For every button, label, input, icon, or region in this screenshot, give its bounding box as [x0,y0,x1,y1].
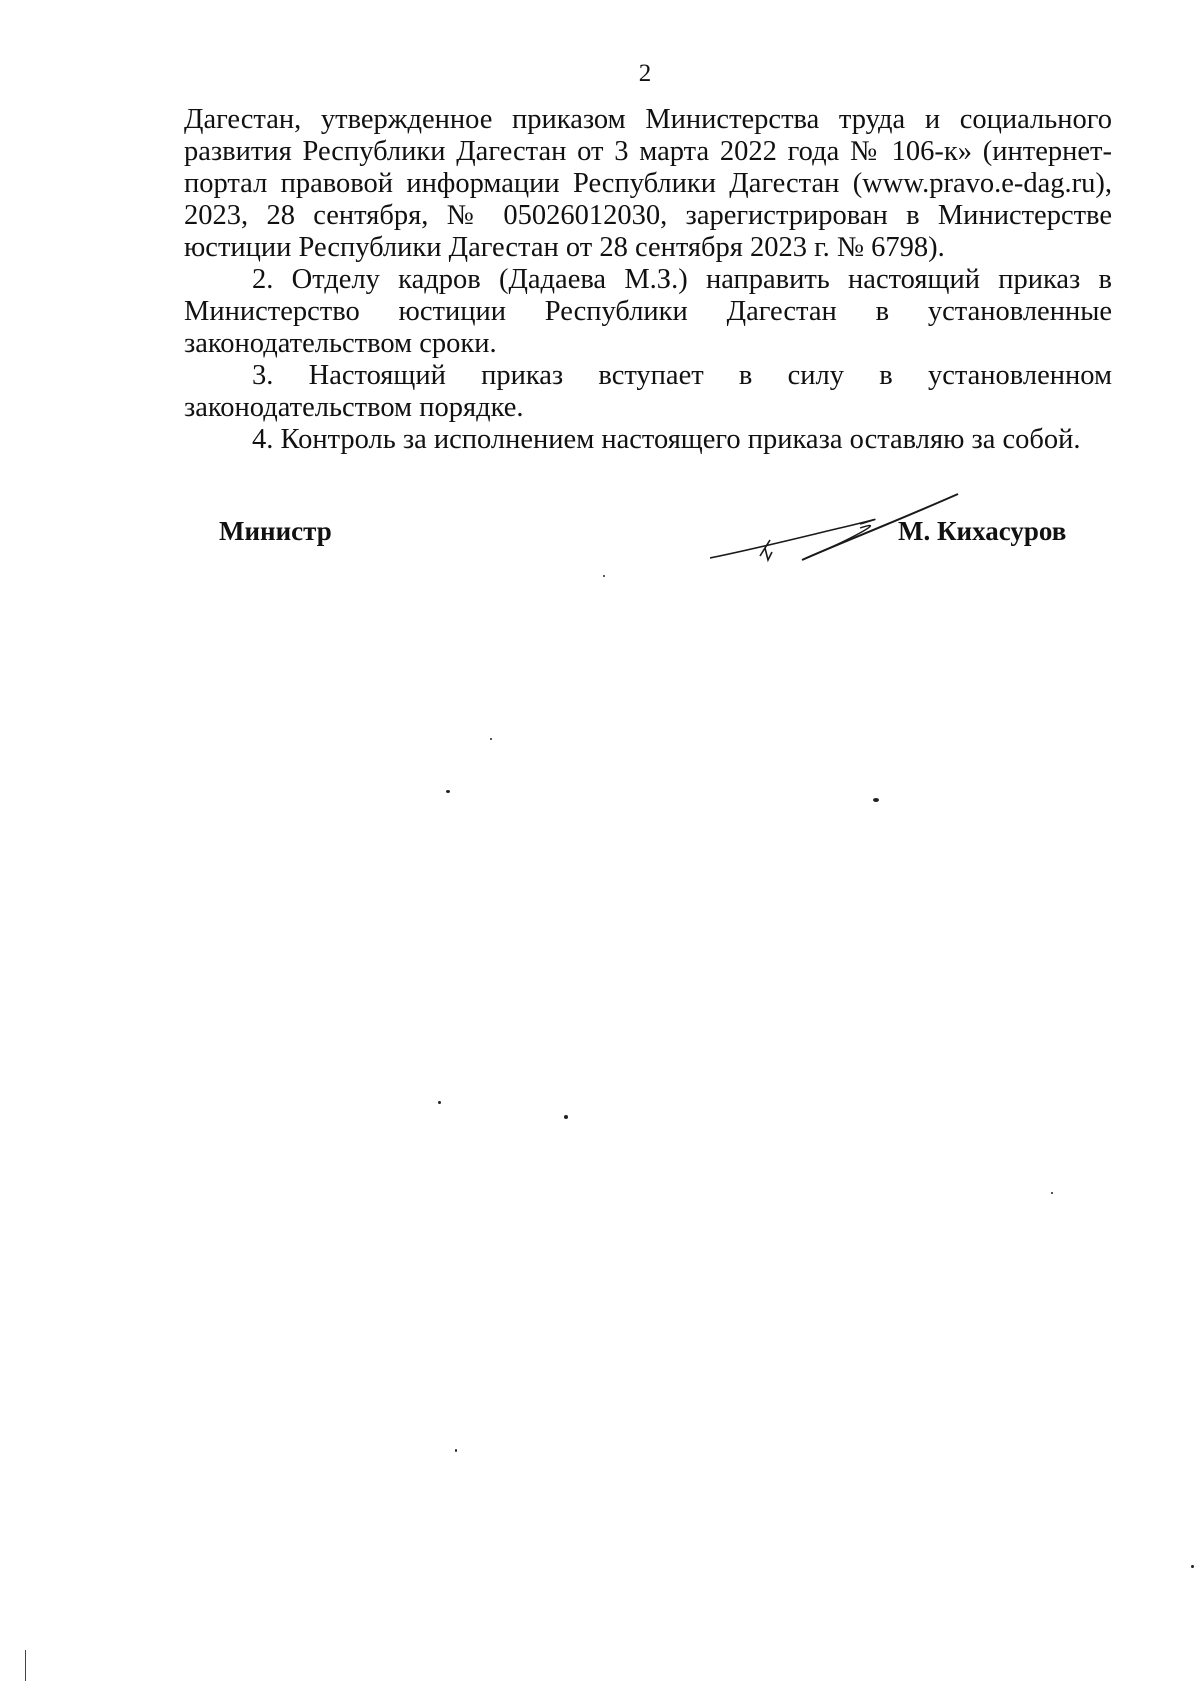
paragraph-item-3: 3. Настоящий приказ вступает в силу в установленном законодательством порядке. [184,360,1112,423]
scan-speck [490,738,492,740]
signer-name: М. Кихасуров [898,516,1067,546]
scan-speck [873,798,879,802]
scan-speck [438,1101,441,1104]
scan-speck [446,790,450,793]
scan-edge-line [25,1650,26,1681]
scan-speck [603,575,605,577]
document-body [184,104,1112,456]
paragraph-continuation: Дагестан, утвержденное приказом Министерства труда и социального развития Республики Дагестан от 3 марта 2022 года № 106-к» (интернет-портал правовой информации Республики Дагестан (www.pravo.e-dag.ru), 2023, 28 сентября, № 05026012030, зарегистрирован в Министерстве юстиции Республики Дагестан от 28 сентября 2023 г. № 6798). [184,104,1112,263]
scan-speck [455,1449,457,1452]
signature-block [0,516,1200,576]
handwritten-signature [710,488,970,578]
scan-speck [564,1115,568,1119]
paragraph-item-2: 2. Отделу кадров (Дадаева М.З.) направить настоящий приказ в Министерство юстиции Республики Дагестан в установленные законодательством сроки. [184,264,1112,359]
page-number: 2 [638,60,652,87]
signer-position: Министр [219,516,332,546]
scan-speck [1191,1565,1194,1568]
scan-speck [1051,1192,1053,1194]
paragraph-item-4: 4. Контроль за исполнением настоящего приказа оставляю за собой. [252,424,1081,455]
